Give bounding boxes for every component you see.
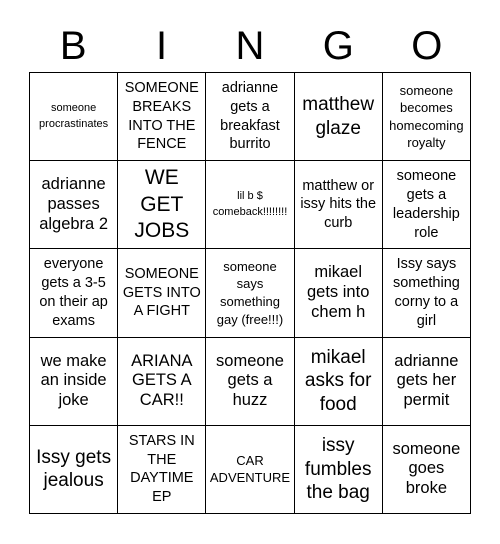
cell-text: WE GET JOBS <box>134 166 190 242</box>
cell-text: adrianne passes algebra 2 <box>39 175 108 233</box>
cell-text: lil b $ comeback!!!!!!!! <box>212 190 288 218</box>
cell-text: CAR ADVENTURE <box>209 452 291 486</box>
bingo-cell-r2c1[interactable] <box>30 161 118 249</box>
header-letter-g: G <box>322 24 354 68</box>
cell-text: Issy says something corny to a girl <box>392 256 460 329</box>
cell-text: everyone gets a 3-5 on their ap exams <box>39 256 108 329</box>
bingo-cell-r1c5[interactable] <box>383 73 471 161</box>
cell-text: matthew or issy hits the curb <box>300 177 377 232</box>
cell-text: issy fumbles the bag <box>304 434 372 504</box>
cell-text: SOMEONE BREAKS INTO THE FENCE <box>124 79 199 153</box>
bingo-cell-r1c1[interactable] <box>30 73 118 161</box>
bingo-header <box>29 20 471 72</box>
bingo-cell-r5c4[interactable] <box>295 426 383 514</box>
bingo-cell-r4c3[interactable] <box>206 338 294 426</box>
cell-text: someone gets a huzz <box>216 351 284 410</box>
bingo-cell-r1c4[interactable] <box>295 73 383 161</box>
bingo-cell-r1c3[interactable] <box>206 73 294 161</box>
bingo-cell-r4c5[interactable] <box>383 338 471 426</box>
cell-text: SOMEONE GETS INTO A FIGHT <box>122 265 201 320</box>
bingo-cell-r5c1[interactable] <box>30 426 118 514</box>
cell-text: STARS IN THE DAYTIME EP <box>128 432 195 506</box>
bingo-cell-r2c5[interactable] <box>383 161 471 249</box>
bingo-cell-r4c1[interactable] <box>30 338 118 426</box>
header-letter-b: B <box>59 24 87 68</box>
cell-text: someone becomes homecoming royalty <box>389 82 464 151</box>
cell-text: ARIANA GETS A CAR!! <box>131 351 193 410</box>
bingo-cell-r3c3[interactable] <box>206 249 294 337</box>
bingo-grid <box>29 72 471 514</box>
bingo-cell-r4c4[interactable] <box>295 338 383 426</box>
cell-text: someone procrastinates <box>39 102 109 130</box>
cell-text: mikael asks for food <box>304 346 372 416</box>
cell-text: Issy gets jealous <box>36 446 112 492</box>
cell-text: matthew glaze <box>302 93 375 139</box>
cell-text: someone goes broke <box>392 439 461 498</box>
bingo-cell-r5c3[interactable] <box>206 426 294 514</box>
bingo-cell-r5c2[interactable] <box>118 426 206 514</box>
header-letter-i: I <box>156 24 168 68</box>
bingo-cell-r2c4[interactable] <box>295 161 383 249</box>
cell-text: someone says something gay (free!!!) <box>216 258 284 327</box>
bingo-cell-r3c5[interactable] <box>383 249 471 337</box>
cell-text: someone gets a leadership role <box>392 168 460 241</box>
bingo-cell-r2c2[interactable] <box>118 161 206 249</box>
bingo-cell-r3c1[interactable] <box>30 249 118 337</box>
bingo-cell-r3c2[interactable] <box>118 249 206 337</box>
cell-text: adrianne gets her permit <box>394 351 459 410</box>
cell-text: mikael gets into chem h <box>307 263 370 321</box>
header-letter-o: O <box>411 24 443 68</box>
bingo-cell-r5c5[interactable] <box>383 426 471 514</box>
header-letter-n: N <box>235 24 265 68</box>
cell-text: we make an inside joke <box>40 351 107 410</box>
cell-text: adrianne gets a breakfast burrito <box>220 79 280 153</box>
bingo-cell-r3c4[interactable] <box>295 249 383 337</box>
bingo-cell-r1c2[interactable] <box>118 73 206 161</box>
bingo-cell-r2c3[interactable] <box>206 161 294 249</box>
bingo-cell-r4c2[interactable] <box>118 338 206 426</box>
